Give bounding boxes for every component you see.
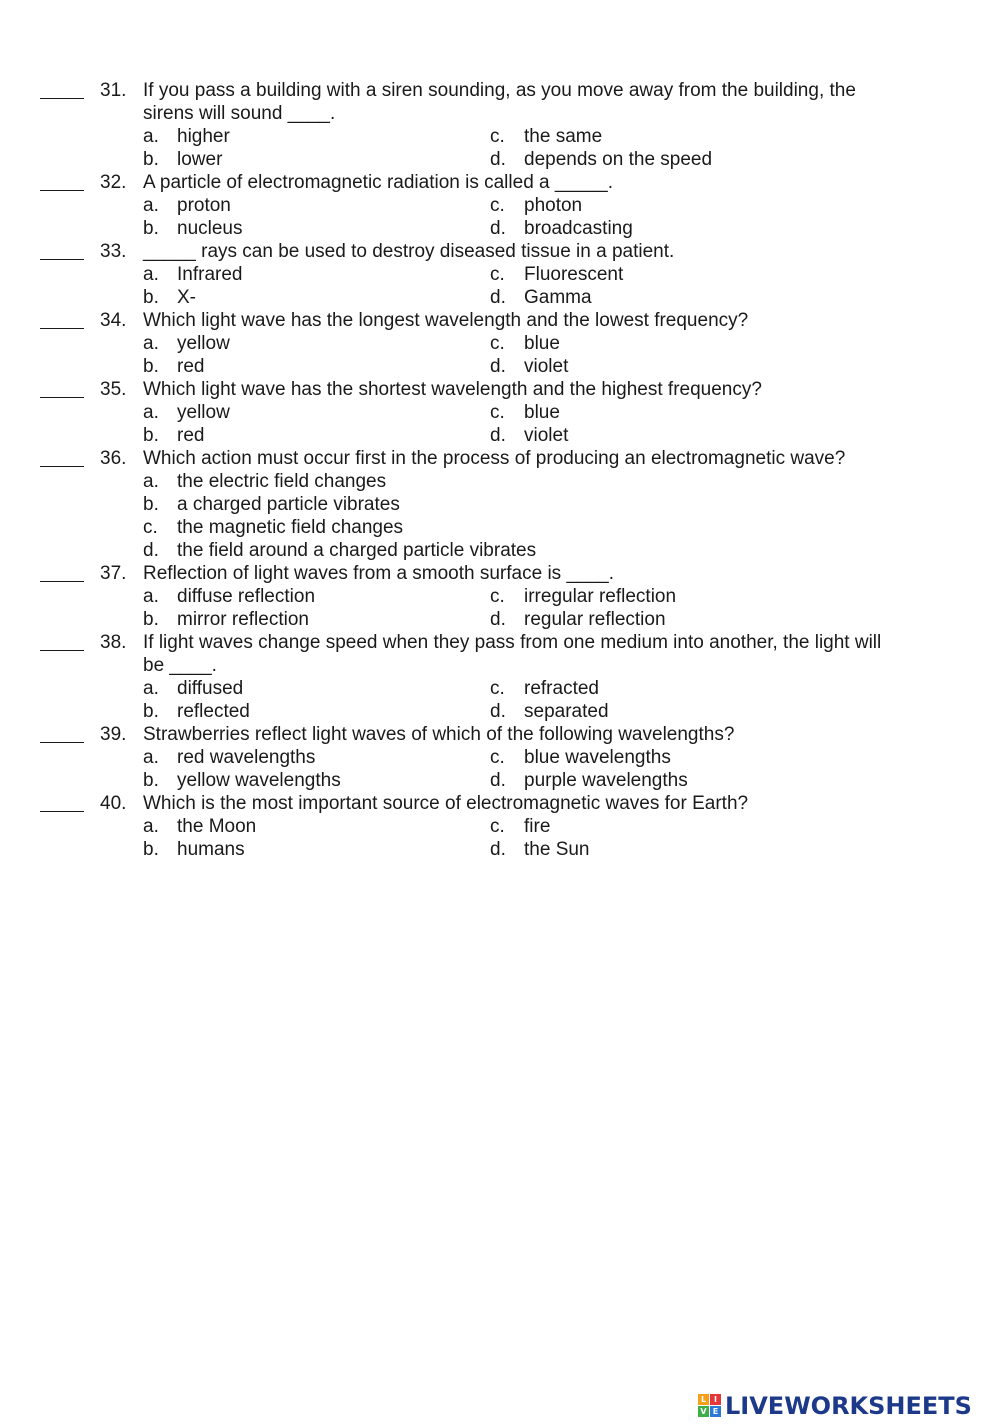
choice-text: separated [524, 701, 609, 722]
choice-c[interactable] [490, 815, 550, 838]
choice-text: diffused [177, 678, 244, 699]
choice-text: depends on the speed [524, 149, 713, 170]
question-number: 31. [100, 80, 127, 101]
choice-a[interactable] [143, 677, 243, 700]
logo-mark-v: V [698, 1406, 709, 1417]
choice-letter: d. [490, 701, 506, 722]
choice-letter: d. [490, 425, 506, 446]
choice-row [143, 539, 1000, 562]
choice-text: Fluorescent [524, 264, 624, 285]
choice-text: X- [177, 287, 196, 308]
choice-c[interactable] [143, 517, 403, 538]
choice-text: humans [177, 839, 245, 860]
question-37 [0, 562, 1000, 631]
answer-blank[interactable] [40, 378, 84, 401]
choice-letter: b. [143, 701, 159, 722]
choice-d[interactable] [490, 608, 666, 631]
choice-letter: c. [490, 126, 505, 147]
choice-text: higher [177, 126, 230, 147]
question-text: Strawberries reflect light waves of which of the following wavelengths? [143, 724, 735, 745]
question-number: 32. [100, 172, 127, 193]
choice-c[interactable] [490, 332, 560, 355]
choice-c[interactable] [490, 125, 602, 148]
choice-d[interactable] [490, 148, 712, 171]
choice-row [143, 746, 1000, 769]
answer-blank[interactable] [40, 562, 84, 585]
choice-row [143, 815, 1000, 838]
liveworksheets-logo [698, 1392, 972, 1420]
choice-row [143, 493, 1000, 516]
choices [143, 585, 1000, 631]
question-40 [0, 792, 1000, 861]
question-35 [0, 378, 1000, 447]
choice-letter: c. [490, 586, 505, 607]
choice-row [143, 838, 1000, 861]
choice-a[interactable] [143, 332, 230, 355]
question-text: Which light wave has the shortest wavelength and the highest frequency? [143, 379, 762, 400]
choice-b[interactable] [143, 217, 243, 240]
choice-b[interactable] [143, 424, 204, 447]
choice-c[interactable] [490, 401, 560, 424]
logo-mark-i: I [710, 1394, 721, 1405]
choice-letter: b. [143, 494, 159, 515]
question-number: 40. [100, 793, 127, 814]
choice-text: fire [524, 816, 551, 837]
choice-text: the field around a charged particle vibrates [177, 540, 537, 561]
choice-text: yellow [177, 333, 230, 354]
choice-b[interactable] [143, 286, 196, 309]
logo-mark-l: L [698, 1394, 709, 1405]
choice-d[interactable] [490, 838, 590, 861]
question-line [0, 792, 1000, 815]
choices [143, 815, 1000, 861]
answer-blank[interactable] [40, 631, 84, 654]
choice-c[interactable] [490, 585, 676, 608]
choice-row [143, 401, 1000, 424]
choice-letter: a. [143, 586, 159, 607]
question-line [0, 723, 1000, 746]
question-33 [0, 240, 1000, 309]
choice-b[interactable] [143, 608, 309, 631]
choice-letter: d. [490, 287, 506, 308]
choices [143, 263, 1000, 309]
answer-blank-text [40, 562, 84, 582]
choice-text: nucleus [177, 218, 243, 239]
question-31 [0, 79, 1000, 171]
choice-text: the electric field changes [177, 471, 387, 492]
choice-b[interactable] [143, 769, 341, 792]
choice-letter: a. [143, 402, 159, 423]
choice-text: proton [177, 195, 231, 216]
choice-text: broadcasting [524, 218, 633, 239]
choice-d[interactable] [143, 540, 536, 561]
choice-letter: b. [143, 425, 159, 446]
choice-a[interactable] [143, 263, 242, 286]
question-line [0, 171, 1000, 194]
answer-blank-text [40, 240, 84, 260]
choice-letter: a. [143, 471, 159, 492]
choice-text: Infrared [177, 264, 243, 285]
choice-letter: d. [490, 609, 506, 630]
choice-text: refracted [524, 678, 599, 699]
choice-d[interactable] [490, 700, 609, 723]
question-line [0, 240, 1000, 263]
choices [143, 677, 1000, 723]
question-text: A particle of electromagnetic radiation is called a _____. [143, 172, 613, 193]
question-line [0, 79, 1000, 102]
choice-letter: c. [490, 264, 505, 285]
choice-text: blue wavelengths [524, 747, 671, 768]
choice-letter: b. [143, 609, 159, 630]
choice-letter: b. [143, 218, 159, 239]
choice-row [143, 355, 1000, 378]
choice-letter: a. [143, 747, 159, 768]
answer-blank[interactable] [40, 723, 84, 746]
choice-row [143, 332, 1000, 355]
choice-letter: d. [490, 770, 506, 791]
answer-blank[interactable] [40, 79, 84, 102]
choice-row [143, 217, 1000, 240]
choice-d[interactable] [490, 424, 568, 447]
choice-text: the Moon [177, 816, 257, 837]
choice-text: lower [177, 149, 223, 170]
choice-letter: a. [143, 333, 159, 354]
choice-d[interactable] [490, 286, 592, 309]
question-line [0, 309, 1000, 332]
choice-text: irregular reflection [524, 586, 677, 607]
question-38 [0, 631, 1000, 723]
answer-blank-text [40, 309, 84, 329]
choice-letter: b. [143, 839, 159, 860]
choice-text: red [177, 356, 205, 377]
choice-letter: a. [143, 195, 159, 216]
question-number: 33. [100, 241, 127, 262]
question-text: Which action must occur first in the process of producing an electromagnetic wave? [143, 448, 846, 469]
choice-a[interactable] [143, 585, 315, 608]
choice-text: a charged particle vibrates [177, 494, 400, 515]
answer-blank-text [40, 792, 84, 812]
choice-text: regular reflection [524, 609, 666, 630]
choice-row [143, 424, 1000, 447]
question-text: Reflection of light waves from a smooth surface is ____. [143, 563, 615, 584]
choice-row [143, 194, 1000, 217]
choice-text: Gamma [524, 287, 592, 308]
choice-text: the same [524, 126, 603, 147]
choice-letter: c. [143, 517, 158, 538]
choice-a[interactable] [143, 746, 315, 769]
question-36 [0, 447, 1000, 562]
choice-b[interactable] [143, 838, 245, 861]
choice-text: red [177, 425, 205, 446]
choice-text: blue [524, 333, 560, 354]
question-number: 38. [100, 632, 127, 653]
choice-row [143, 286, 1000, 309]
answer-blank-text [40, 447, 84, 467]
question-39 [0, 723, 1000, 792]
choice-row [143, 148, 1000, 171]
question-text: If you pass a building with a siren sounding, as you move away from the building, the [143, 80, 856, 101]
answer-blank-text [40, 171, 84, 191]
choice-letter: c. [490, 195, 505, 216]
choice-letter: a. [143, 126, 159, 147]
question-text-continued: be ____. [143, 655, 217, 676]
answer-blank[interactable] [40, 792, 84, 815]
choice-c[interactable] [490, 194, 582, 217]
question-number: 37. [100, 563, 127, 584]
choice-letter: a. [143, 816, 159, 837]
choice-text: red wavelengths [177, 747, 316, 768]
question-number: 35. [100, 379, 127, 400]
choice-text: yellow [177, 402, 230, 423]
choices [143, 746, 1000, 792]
choice-text: the Sun [524, 839, 590, 860]
choice-text: photon [524, 195, 583, 216]
choice-letter: c. [490, 747, 505, 768]
choices [143, 332, 1000, 378]
choice-a[interactable] [143, 194, 231, 217]
answer-blank-text [40, 631, 84, 651]
choice-a[interactable] [143, 125, 230, 148]
choice-a[interactable] [143, 471, 386, 492]
choice-text: yellow wavelengths [177, 770, 341, 791]
choice-text: blue [524, 402, 560, 423]
choice-row [143, 516, 1000, 539]
choice-text: mirror reflection [177, 609, 309, 630]
choice-row [143, 470, 1000, 493]
choice-letter: b. [143, 770, 159, 791]
question-text: Which is the most important source of electromagnetic waves for Earth? [143, 793, 749, 814]
choice-row [143, 677, 1000, 700]
choice-row [143, 769, 1000, 792]
choice-letter: d. [490, 149, 506, 170]
choice-row [143, 125, 1000, 148]
answer-blank[interactable] [40, 309, 84, 332]
logo-mark-e: E [710, 1406, 721, 1417]
choice-text: the magnetic field changes [177, 517, 404, 538]
choices [143, 470, 1000, 562]
choice-letter: c. [490, 333, 505, 354]
question-line [0, 631, 1000, 654]
question-number: 34. [100, 310, 127, 331]
choice-letter: b. [143, 356, 159, 377]
question-text: _____ rays can be used to destroy diseased tissue in a patient. [143, 241, 675, 262]
choices [143, 194, 1000, 240]
choices [143, 401, 1000, 447]
question-line [0, 378, 1000, 401]
choice-b[interactable] [143, 700, 250, 723]
choice-text: violet [524, 425, 569, 446]
choice-letter: c. [490, 678, 505, 699]
worksheet [0, 79, 1000, 861]
choice-a[interactable] [143, 815, 256, 838]
choice-text: diffuse reflection [177, 586, 316, 607]
question-text: Which light wave has the longest wavelength and the lowest frequency? [143, 310, 749, 331]
choice-letter: c. [490, 816, 505, 837]
question-text: If light waves change speed when they pass from one medium into another, the light will [143, 632, 882, 653]
choice-letter: d. [490, 839, 506, 860]
answer-blank[interactable] [40, 447, 84, 470]
choice-b[interactable] [143, 494, 400, 515]
choice-d[interactable] [490, 217, 633, 240]
question-34 [0, 309, 1000, 378]
logo-text: LIVEWORKSHEETS [725, 1392, 972, 1420]
choice-letter: c. [490, 402, 505, 423]
choice-letter: d. [490, 218, 506, 239]
choice-b[interactable] [143, 148, 222, 171]
choice-row [143, 585, 1000, 608]
question-line [0, 447, 1000, 470]
answer-blank-text [40, 378, 84, 398]
choice-c[interactable] [490, 746, 671, 769]
answer-blank-text [40, 723, 84, 743]
choice-letter: d. [490, 356, 506, 377]
liveworksheets-logo-icon [698, 1394, 722, 1418]
question-number: 39. [100, 724, 127, 745]
choice-letter: a. [143, 678, 159, 699]
choice-text: reflected [177, 701, 250, 722]
choice-letter: b. [143, 149, 159, 170]
question-32 [0, 171, 1000, 240]
choice-d[interactable] [490, 355, 568, 378]
choice-c[interactable] [490, 263, 623, 286]
choice-c[interactable] [490, 677, 599, 700]
question-line [0, 562, 1000, 585]
answer-blank[interactable] [40, 171, 84, 194]
answer-blank[interactable] [40, 240, 84, 263]
choice-row [143, 263, 1000, 286]
choice-text: purple wavelengths [524, 770, 688, 791]
choice-letter: d. [143, 540, 159, 561]
choice-text: violet [524, 356, 569, 377]
choice-letter: b. [143, 287, 159, 308]
choice-row [143, 700, 1000, 723]
choice-b[interactable] [143, 355, 204, 378]
choices [143, 125, 1000, 171]
question-number: 36. [100, 448, 127, 469]
choice-a[interactable] [143, 401, 230, 424]
question-text-continued: sirens will sound ____. [143, 103, 336, 124]
choice-d[interactable] [490, 769, 688, 792]
choice-row [143, 608, 1000, 631]
choice-letter: a. [143, 264, 159, 285]
answer-blank-text [40, 79, 84, 99]
